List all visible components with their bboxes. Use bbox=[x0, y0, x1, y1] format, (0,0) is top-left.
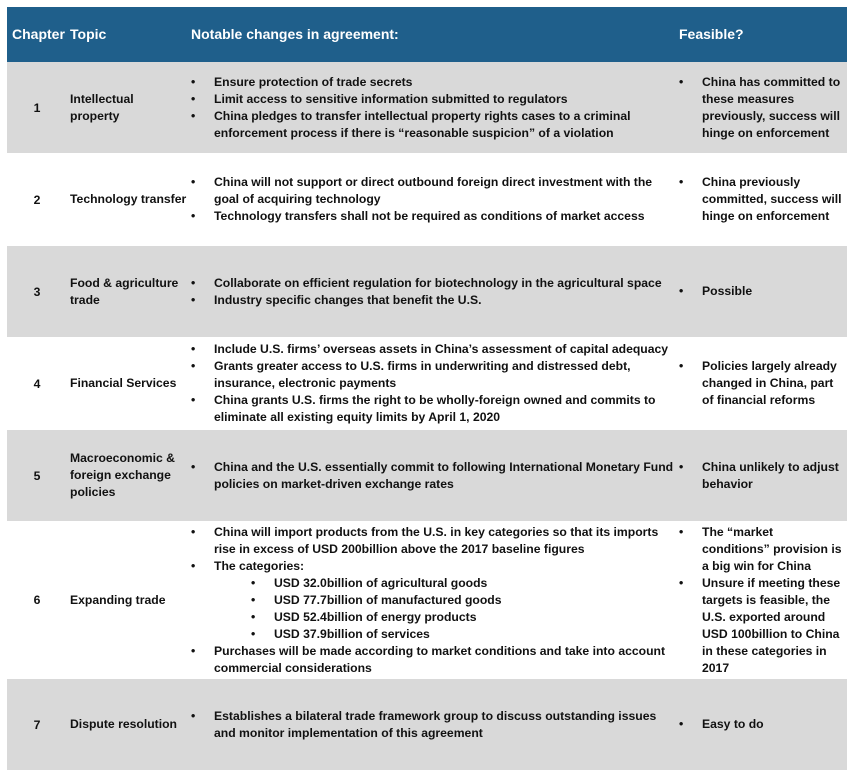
changes-cell bbox=[191, 522, 679, 678]
topic-cell: Intellectual property bbox=[70, 91, 134, 123]
list-item: • China previously committed, success will hinge on enforcement bbox=[679, 174, 847, 225]
chapter-cell: 5 bbox=[33, 468, 41, 483]
table-row bbox=[7, 430, 847, 522]
list-item: • Establishes a bilateral trade framework group to discuss outstanding issues and monitor implementation of this agreement bbox=[191, 708, 679, 742]
list-item: • USD 37.9billion of services bbox=[191, 626, 679, 643]
table-row bbox=[7, 246, 847, 338]
changes-cell bbox=[191, 679, 679, 770]
topic-cell: Expanding trade bbox=[70, 592, 166, 607]
list-item: • Easy to do bbox=[679, 716, 847, 733]
topic-cell: Technology transfer bbox=[70, 192, 187, 206]
chapter-cell: 4 bbox=[33, 376, 41, 391]
header-topic: Topic bbox=[70, 26, 107, 42]
topic-cell: Financial Services bbox=[70, 376, 177, 390]
chapter-cell: 3 bbox=[33, 284, 41, 299]
changes-cell bbox=[191, 338, 679, 429]
list-item: • Ensure protection of trade secrets bbox=[191, 74, 679, 91]
table-row bbox=[7, 338, 847, 430]
feasible-cell bbox=[679, 430, 847, 521]
list-item: • Limit access to sensitive information submitted to regulators bbox=[191, 91, 679, 108]
list-item: • China will import products from the U.S. in key categories so that its imports rise in excess of USD 200billion above the 2017 baseline figures bbox=[191, 524, 679, 558]
feasible-cell bbox=[679, 246, 847, 337]
feasible-cell bbox=[679, 522, 847, 678]
list-item: • Include U.S. firms’ overseas assets in China’s assessment of capital adequacy bbox=[191, 341, 679, 358]
chapter-cell: 2 bbox=[33, 192, 41, 207]
table-header bbox=[7, 7, 847, 62]
topic-cell: Macroeconomic & foreign exchange policies bbox=[70, 451, 175, 499]
feasible-cell bbox=[679, 154, 847, 245]
header-feasible: Feasible? bbox=[679, 26, 744, 42]
table-row bbox=[7, 62, 847, 154]
feasible-cell bbox=[679, 338, 847, 429]
list-item: • China unlikely to adjust behavior bbox=[679, 459, 847, 493]
changes-cell bbox=[191, 154, 679, 245]
list-item: • China has committed to these measures previously, success will hinge on enforcement bbox=[679, 74, 847, 142]
list-item: • USD 77.7billion of manufactured goods bbox=[191, 592, 679, 609]
chapter-cell: 6 bbox=[33, 593, 41, 607]
list-item: • Purchases will be made according to market conditions and take into account commercial considerations bbox=[191, 643, 679, 677]
feasible-cell bbox=[679, 679, 847, 770]
table-row bbox=[7, 154, 847, 246]
list-item: • China and the U.S. essentially commit to following International Monetary Fund policies on market-driven exchange rates bbox=[191, 459, 679, 493]
topic-cell: Dispute resolution bbox=[70, 717, 177, 731]
header-chapter: Chapter bbox=[12, 26, 65, 42]
chapter-cell: 1 bbox=[33, 100, 41, 115]
list-item: • China grants U.S. firms the right to be wholly-foreign owned and commits to eliminate all existing equity limits by April 1, 2020 bbox=[191, 392, 679, 426]
feasible-cell bbox=[679, 62, 847, 153]
list-item: • Industry specific changes that benefit the U.S. bbox=[191, 292, 679, 309]
changes-cell bbox=[191, 430, 679, 521]
list-item: • The categories: bbox=[191, 558, 679, 575]
list-item: • The “market conditions” provision is a big win for China bbox=[679, 524, 847, 575]
list-item: • USD 52.4billion of energy products bbox=[191, 609, 679, 626]
header-changes: Notable changes in agreement: bbox=[191, 26, 399, 42]
list-item: • Possible bbox=[679, 283, 847, 300]
list-item: • Technology transfers shall not be required as conditions of market access bbox=[191, 208, 679, 225]
list-item: • China pledges to transfer intellectual property rights cases to a criminal enforcement process if there is “reasonable suspicion” of a violation bbox=[191, 108, 679, 142]
list-item: • Policies largely already changed in China, part of financial reforms bbox=[679, 358, 847, 409]
table-row bbox=[7, 679, 847, 771]
chapter-cell: 7 bbox=[33, 717, 41, 732]
list-item: • China will not support or direct outbound foreign direct investment with the goal of acquiring technology bbox=[191, 174, 679, 208]
list-item: • USD 32.0billion of agricultural goods bbox=[191, 575, 679, 592]
list-item: • Collaborate on efficient regulation for biotechnology in the agricultural space bbox=[191, 275, 679, 292]
list-item: • Unsure if meeting these targets is feasible, the U.S. exported around USD 100billion to China in these categories in 2017 bbox=[679, 575, 847, 677]
list-item: • Grants greater access to U.S. firms in underwriting and distressed debt, insurance, electronic payments bbox=[191, 358, 679, 392]
table-row bbox=[7, 522, 847, 679]
changes-cell bbox=[191, 62, 679, 153]
topic-cell: Food & agriculture trade bbox=[70, 275, 179, 307]
trade-agreement-table bbox=[7, 7, 847, 771]
changes-cell bbox=[191, 246, 679, 337]
